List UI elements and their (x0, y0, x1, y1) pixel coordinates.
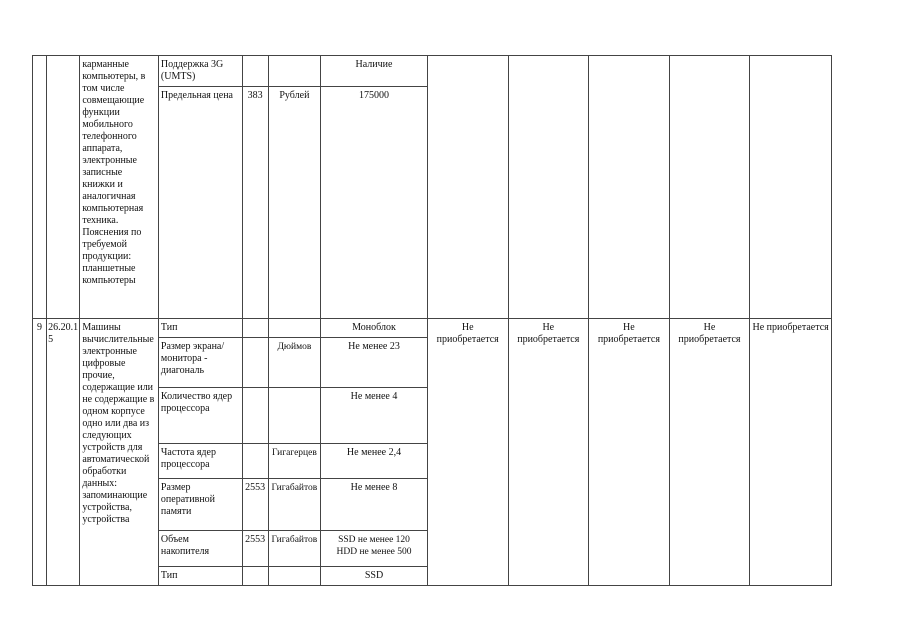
characteristic-cell: Поддержка 3G (UMTS) (158, 56, 242, 87)
value-cell: Не менее 8 (321, 479, 428, 531)
status-cell: Не приобретается (750, 319, 832, 586)
unit-code-cell (242, 319, 268, 338)
unit-name-cell: Рублей (268, 87, 320, 319)
characteristic-cell: Тип (158, 567, 242, 586)
okpd-cell: 26.20.15 (47, 319, 80, 586)
value-cell: Моноблок (321, 319, 428, 338)
characteristic-cell: Размер экрана/монитора - диагональ (158, 338, 242, 388)
product-name-cell: Машины вычислительные электронные цифровые прочие, содержащие или не содержащие в одном корпусе одно или два из следующих устройств для автоматической обработки данных: запоминающие устройства, устройства (80, 319, 159, 586)
unit-name-cell: Гигабайтов (268, 531, 320, 567)
unit-name-cell: Гигабайтов (268, 479, 320, 531)
requirements-table (32, 55, 832, 586)
status-cell: Не приобретается (508, 319, 589, 586)
value-cell: SSD (321, 567, 428, 586)
value-cell: Не менее 4 (321, 388, 428, 444)
unit-code-cell: 383 (242, 87, 268, 319)
row-number-cell (33, 56, 47, 319)
unit-name-cell: Дюймов (268, 338, 320, 388)
characteristic-cell: Объем накопителя (158, 531, 242, 567)
unit-code-cell: 2553 (242, 479, 268, 531)
characteristic-cell: Предельная цена (158, 87, 242, 319)
value-line: SSD не менее 120 (338, 535, 410, 545)
status-cell: Не приобретается (427, 319, 508, 586)
value-line: HDD не менее 500 (336, 547, 412, 557)
empty-cell (589, 56, 670, 319)
value-cell: 175000 (321, 87, 428, 319)
unit-code-cell (242, 56, 268, 87)
unit-code-cell: 2553 (242, 531, 268, 567)
table-row (33, 56, 832, 87)
unit-name-cell: Гигагерцев (268, 444, 320, 479)
value-cell (321, 531, 428, 567)
status-cell: Не приобретается (589, 319, 670, 586)
characteristic-cell: Количество ядер процессора (158, 388, 242, 444)
empty-cell (669, 56, 750, 319)
status-cell: Не приобретается (669, 319, 750, 586)
value-cell: Наличие (321, 56, 428, 87)
unit-name-cell (268, 567, 320, 586)
okpd-cell (47, 56, 80, 319)
value-cell: Не менее 2,4 (321, 444, 428, 479)
empty-cell (427, 56, 508, 319)
characteristic-cell: Размер оперативной памяти (158, 479, 242, 531)
characteristic-cell: Тип (158, 319, 242, 338)
unit-code-cell (242, 567, 268, 586)
unit-code-cell (242, 444, 268, 479)
unit-code-cell (242, 388, 268, 444)
empty-cell (750, 56, 832, 319)
characteristic-cell: Частота ядер процессора (158, 444, 242, 479)
unit-code-cell (242, 338, 268, 388)
table-row (33, 319, 832, 338)
value-cell: Не менее 23 (321, 338, 428, 388)
unit-name-cell (268, 319, 320, 338)
empty-cell (508, 56, 589, 319)
unit-name-cell (268, 56, 320, 87)
product-name-cell: карманные компьютеры, в том числе совмещающие функции мобильного телефонного аппарата, электронные записные книжки и аналогичная компьютерная техника. Пояснения по требуемой продукции: планшетные компьютеры (80, 56, 159, 319)
unit-name-cell (268, 388, 320, 444)
row-number-cell: 9 (33, 319, 47, 586)
